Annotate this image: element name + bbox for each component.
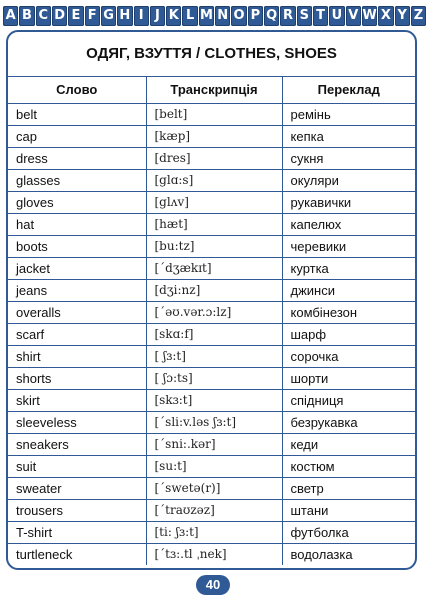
translation-cell: черевики <box>282 235 415 257</box>
transcription-cell: [ ʃɜ:t] <box>146 345 282 367</box>
table-row <box>8 411 415 433</box>
table-row <box>8 279 415 301</box>
word-cell: shirt <box>8 345 146 367</box>
word-cell: trousers <box>8 499 146 521</box>
alphabet-letter: G <box>101 6 116 26</box>
translation-cell: ремінь <box>282 103 415 125</box>
alphabet-letter: Z <box>411 6 426 26</box>
word-cell: jeans <box>8 279 146 301</box>
alphabet-letter: J <box>150 6 165 26</box>
transcription-cell: [glʌv] <box>146 191 282 213</box>
word-cell: cap <box>8 125 146 147</box>
alphabet-banner <box>3 6 426 26</box>
transcription-cell: [ˊsli:v.ləs ʃɜ:t] <box>146 411 282 433</box>
alphabet-letter: N <box>215 6 230 26</box>
alphabet-letter: P <box>248 6 263 26</box>
translation-cell: рукавички <box>282 191 415 213</box>
alphabet-letter: I <box>134 6 149 26</box>
transcription-cell: [glɑ:s] <box>146 169 282 191</box>
alphabet-letter: W <box>362 6 377 26</box>
transcription-cell: [skɑ:f] <box>146 323 282 345</box>
alphabet-letter: R <box>280 6 295 26</box>
word-cell: boots <box>8 235 146 257</box>
translation-cell: шарф <box>282 323 415 345</box>
transcription-cell: [hæt] <box>146 213 282 235</box>
table-row <box>8 499 415 521</box>
transcription-cell: [ˊtraʊzəz] <box>146 499 282 521</box>
translation-cell: безрукавка <box>282 411 415 433</box>
transcription-cell: [ˊtɜ:.tl ˌnek] <box>146 543 282 565</box>
translation-cell: спідниця <box>282 389 415 411</box>
transcription-cell: [ˊəʊ.vər.ɔ:lz] <box>146 301 282 323</box>
page-number: 40 <box>196 575 230 595</box>
table-row <box>8 213 415 235</box>
vocabulary-rows <box>8 103 415 565</box>
alphabet-letter: U <box>329 6 344 26</box>
transcription-cell: [ˊdʒækɪt] <box>146 257 282 279</box>
alphabet-letter: D <box>52 6 67 26</box>
table-row <box>8 323 415 345</box>
alphabet-letter: Y <box>395 6 410 26</box>
translation-cell: джинси <box>282 279 415 301</box>
table-header-row <box>8 77 415 103</box>
transcription-cell: [su:t] <box>146 455 282 477</box>
table-row <box>8 235 415 257</box>
alphabet-letter: E <box>68 6 83 26</box>
word-cell: overalls <box>8 301 146 323</box>
transcription-cell: [dres] <box>146 147 282 169</box>
word-cell: turtleneck <box>8 543 146 565</box>
table-row <box>8 103 415 125</box>
translation-cell: кепка <box>282 125 415 147</box>
transcription-cell: [dʒi:nz] <box>146 279 282 301</box>
word-cell: gloves <box>8 191 146 213</box>
translation-cell: комбінезон <box>282 301 415 323</box>
translation-cell: капелюх <box>282 213 415 235</box>
word-cell: dress <box>8 147 146 169</box>
word-cell: T-shirt <box>8 521 146 543</box>
alphabet-letter: C <box>36 6 51 26</box>
translation-cell: штани <box>282 499 415 521</box>
header-word: Слово <box>8 77 146 103</box>
alphabet-letter: T <box>313 6 328 26</box>
transcription-cell: [ˊswetə(r)] <box>146 477 282 499</box>
translation-cell: кеди <box>282 433 415 455</box>
table-row <box>8 433 415 455</box>
transcription-cell: [ ʃɔ:ts] <box>146 367 282 389</box>
translation-cell: куртка <box>282 257 415 279</box>
word-cell: glasses <box>8 169 146 191</box>
alphabet-letter: A <box>3 6 18 26</box>
alphabet-letter: F <box>85 6 100 26</box>
word-cell: sneakers <box>8 433 146 455</box>
word-cell: shorts <box>8 367 146 389</box>
table-row <box>8 257 415 279</box>
transcription-cell: [ti: ʃɜ:t] <box>146 521 282 543</box>
alphabet-letter: K <box>166 6 181 26</box>
table-row <box>8 455 415 477</box>
header-translation: Переклад <box>282 77 415 103</box>
alphabet-letter: S <box>297 6 312 26</box>
alphabet-letter: L <box>182 6 197 26</box>
translation-cell: костюм <box>282 455 415 477</box>
translation-cell: шорти <box>282 367 415 389</box>
page-title: ОДЯГ, ВЗУТТЯ / CLOTHES, SHOES <box>8 32 415 77</box>
translation-cell: окуляри <box>282 169 415 191</box>
word-cell: belt <box>8 103 146 125</box>
table-row <box>8 543 415 565</box>
vocabulary-table <box>8 77 415 565</box>
table-row <box>8 477 415 499</box>
table-row <box>8 301 415 323</box>
table-row <box>8 345 415 367</box>
translation-cell: сукня <box>282 147 415 169</box>
word-cell: sweater <box>8 477 146 499</box>
word-cell: suit <box>8 455 146 477</box>
word-cell: scarf <box>8 323 146 345</box>
alphabet-letter: Q <box>264 6 279 26</box>
alphabet-letter: V <box>346 6 361 26</box>
transcription-cell: [belt] <box>146 103 282 125</box>
word-cell: sleeveless <box>8 411 146 433</box>
table-row <box>8 389 415 411</box>
word-cell: hat <box>8 213 146 235</box>
transcription-cell: [kæp] <box>146 125 282 147</box>
word-cell: jacket <box>8 257 146 279</box>
transcription-cell: [ˊsni:.kər] <box>146 433 282 455</box>
alphabet-letter: X <box>378 6 393 26</box>
alphabet-letter: M <box>199 6 214 26</box>
word-cell: skirt <box>8 389 146 411</box>
vocabulary-card <box>6 30 417 570</box>
alphabet-letter: B <box>19 6 34 26</box>
translation-cell: светр <box>282 477 415 499</box>
table-row <box>8 367 415 389</box>
header-transcription: Транскрипція <box>146 77 282 103</box>
translation-cell: водолазка <box>290 546 353 562</box>
table-row <box>8 169 415 191</box>
alphabet-letter: H <box>117 6 132 26</box>
alphabet-letter: O <box>231 6 246 26</box>
transcription-cell: [skɜ:t] <box>146 389 282 411</box>
table-row <box>8 147 415 169</box>
transcription-cell: [bu:tz] <box>146 235 282 257</box>
translation-cell: сорочка <box>282 345 415 367</box>
table-row <box>8 125 415 147</box>
table-row <box>8 521 415 543</box>
translation-cell: футболка <box>282 521 415 543</box>
table-row <box>8 191 415 213</box>
